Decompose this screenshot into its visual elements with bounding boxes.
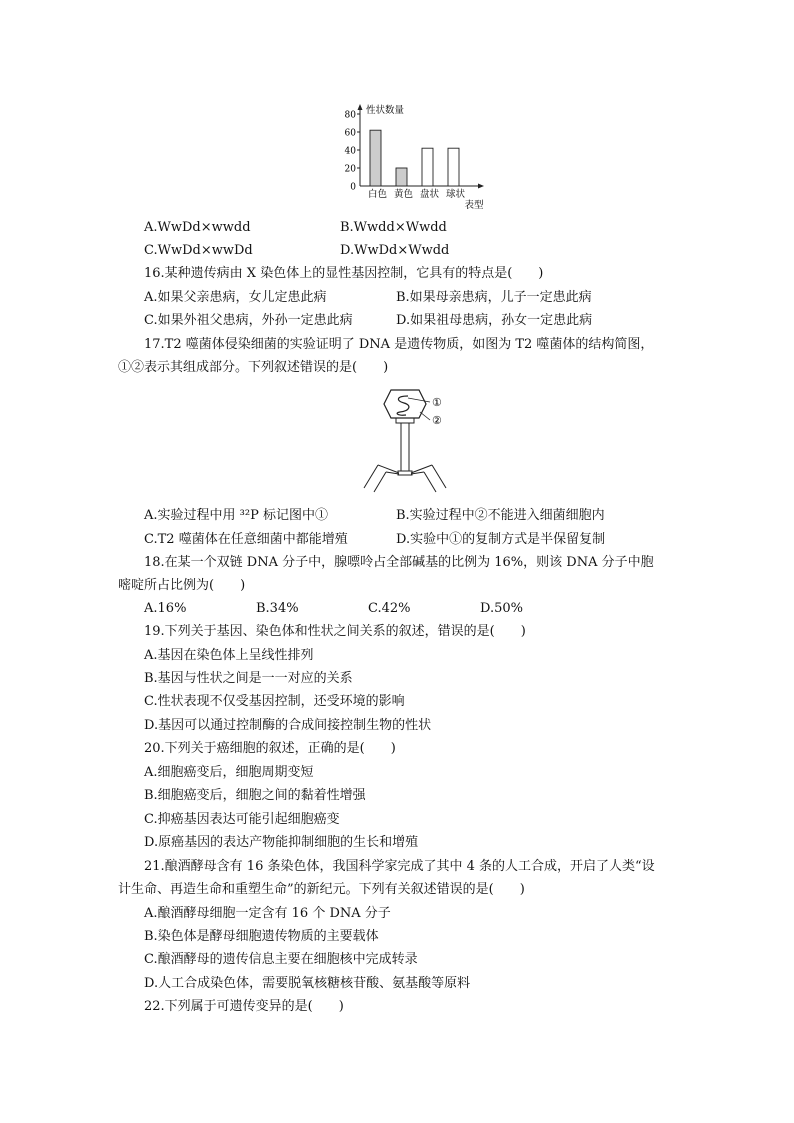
q17-option-b: B.实验过程中②不能进入细菌细胞内 xyxy=(396,508,605,523)
q20-option-d: D.原癌基因的表达产物能抑制细胞的生长和增殖 xyxy=(144,835,419,850)
t2-phage-diagram xyxy=(356,388,466,496)
q17-stem-line1: 17.T2 噬菌体侵染细菌的实验证明了 DNA 是遗传物质，如图为 T2 噬菌体的结构简图， xyxy=(144,337,654,352)
x-tick-label: 黄色 xyxy=(393,189,414,200)
q17-option-d: D.实验中①的复制方式是半保留复制 xyxy=(396,532,606,547)
q20-option-c: C.抑癌基因表达可能引起细胞癌变 xyxy=(144,812,340,827)
label-1: ① xyxy=(432,396,442,409)
q18-option-d: D.50% xyxy=(480,601,523,616)
q15-option-c: C.WwDd×wwDd xyxy=(144,243,253,258)
phenotype-bar-chart xyxy=(338,100,488,212)
q16-option-c: C.如果外祖父患病，外孙一定患此病 xyxy=(144,313,353,328)
q21-option-b: B.染色体是酵母细胞遗传物质的主要载体 xyxy=(144,929,379,944)
q17-option-a: A.实验过程中用 ³²P 标记图中① xyxy=(144,508,328,523)
y-tick-label: 20 xyxy=(344,164,356,175)
q22-stem: 22.下列属于可遗传变异的是( ) xyxy=(144,999,344,1014)
label-2: ② xyxy=(432,414,442,427)
q19-option-c: C.性状表现不仅受基因控制，还受环境的影响 xyxy=(144,694,405,709)
x-axis-label: 表型 xyxy=(464,200,484,211)
q19-stem: 19.下列关于基因、染色体和性状之间关系的叙述，错误的是( ) xyxy=(144,624,526,639)
bar-1 xyxy=(370,130,381,186)
y-axis-label: 性状数量 xyxy=(366,105,405,116)
x-tick-label: 盘状 xyxy=(419,189,440,200)
phage-baseplate xyxy=(398,471,412,475)
q15-option-a: A.WwDd×wwdd xyxy=(144,220,251,235)
y-axis-arrow xyxy=(358,104,363,110)
bar-2 xyxy=(396,168,407,186)
q21-stem-line1: 21.酿酒酵母含有 16 条染色体，我国科学家完成了其中 4 条的人工合成，开启了人类“设 xyxy=(144,859,655,874)
phage-collar xyxy=(396,418,414,423)
q15-option-b: B.Wwdd×Wwdd xyxy=(340,220,447,235)
q21-option-a: A.酿酒酵母细胞一定含有 16 个 DNA 分子 xyxy=(144,906,391,921)
q21-option-c: C.酿酒酵母的遗传信息主要在细胞核中完成转录 xyxy=(144,952,418,967)
q21-stem-line2: 计生命、再造生命和重塑生命”的新纪元。下列有关叙述错误的是( ) xyxy=(118,882,525,897)
bar-3 xyxy=(422,148,433,186)
q16-option-d: D.如果祖母患病，孙女一定患此病 xyxy=(396,313,593,328)
q19-option-a: A.基因在染色体上呈线性排列 xyxy=(144,648,314,663)
x-tick-label: 白色 xyxy=(367,189,388,200)
x-axis-arrow xyxy=(478,184,484,189)
q18-option-b: B.34% xyxy=(256,601,299,616)
q18-option-c: C.42% xyxy=(368,601,411,616)
q16-option-a: A.如果父亲患病，女儿定患此病 xyxy=(144,290,327,305)
q20-option-a: A.细胞癌变后，细胞周期变短 xyxy=(144,765,314,780)
q20-option-b: B.细胞癌变后，细胞之间的黏着性增强 xyxy=(144,788,366,803)
q15-option-d: D.WwDd×Wwdd xyxy=(340,243,450,258)
q19-option-b: B.基因与性状之间是一一对应的关系 xyxy=(144,671,353,686)
q16-stem: 16.某种遗传病由 X 染色体上的显性基因控制，它具有的特点是( ) xyxy=(144,266,544,281)
y-tick-label: 40 xyxy=(344,146,356,157)
y-tick-label: 0 xyxy=(350,182,356,193)
y-tick-label: 60 xyxy=(344,128,356,139)
q17-option-c: C.T2 噬菌体在任意细菌中都能增殖 xyxy=(144,532,348,547)
bar-4 xyxy=(448,148,459,186)
q17-stem-line2: ①②表示其组成部分。下列叙述错误的是( ) xyxy=(118,360,389,375)
y-tick-label: 80 xyxy=(344,110,356,121)
q19-option-d: D.基因可以通过控制酶的合成间接控制生物的性状 xyxy=(144,718,432,733)
phage-head xyxy=(384,390,426,418)
q18-stem-line1: 18.在某一个双链 DNA 分子中，腺嘌呤占全部碱基的比例为 16%，则该 DNA 分子中胞 xyxy=(144,555,654,570)
q16-option-b: B.如果母亲患病，儿子一定患此病 xyxy=(396,290,592,305)
q21-option-d: D.人工合成染色体，需要脱氧核糖核苷酸、氨基酸等原料 xyxy=(144,976,471,991)
q18-stem-line2: 嘧啶所占比例为( ) xyxy=(118,578,246,593)
phage-tail xyxy=(401,423,409,471)
q20-stem: 20.下列关于癌细胞的叙述，正确的是( ) xyxy=(144,741,396,756)
phage-dna xyxy=(397,396,409,415)
x-tick-label: 球状 xyxy=(445,189,466,200)
q18-option-a: A.16% xyxy=(144,601,187,616)
